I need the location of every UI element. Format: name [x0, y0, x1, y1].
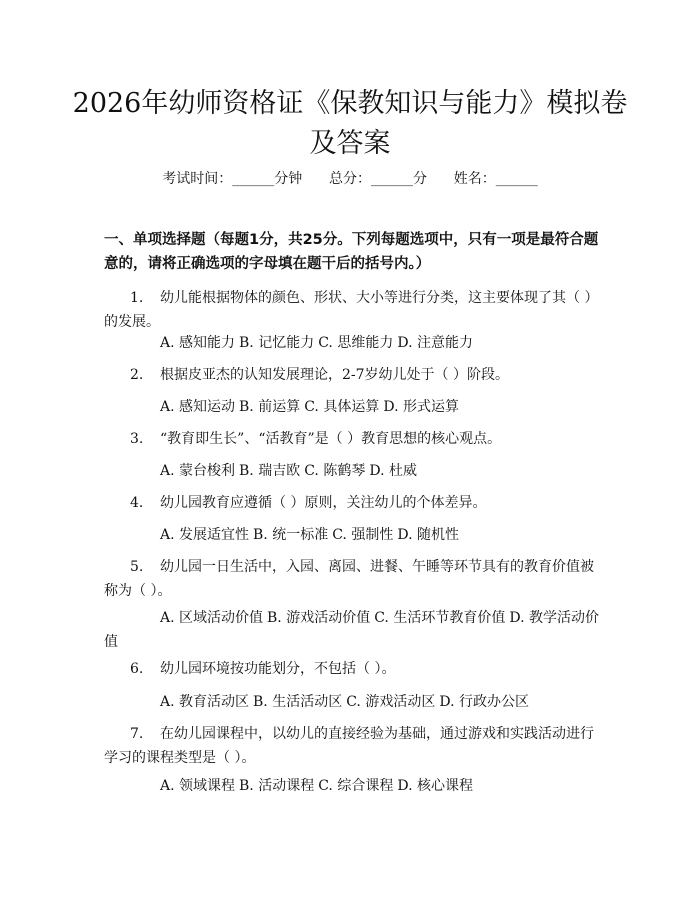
question-3-options — [104, 459, 600, 483]
exam-meta-line — [0, 169, 700, 189]
question-stem: 根据皮亚杰的认知发展理论，2-7岁幼儿处于（ ）阶段。 — [160, 367, 509, 383]
option-c: C. 思维能力 — [318, 335, 394, 351]
option-b: B. 前运算 — [239, 399, 301, 415]
question-stem: 幼儿园教育应遵循（ ）原则，关注幼儿的个体差异。 — [160, 495, 487, 511]
option-d: D. 随机性 — [397, 527, 459, 543]
question-7-options — [104, 774, 600, 798]
exam-time-label: 考试时间：______分钟 — [162, 171, 303, 187]
option-c: C. 强制性 — [332, 527, 394, 543]
question-number: 7. — [130, 726, 144, 742]
question-3 — [104, 427, 600, 451]
option-a: A. 感知能力 — [160, 335, 236, 351]
option-d: D. 杜威 — [369, 463, 417, 479]
question-4-options — [104, 523, 600, 547]
question-6 — [104, 657, 600, 681]
student-name-label: 姓名：______ — [453, 171, 538, 187]
option-a: A. 领域课程 — [160, 778, 236, 794]
option-d: D. 核心课程 — [397, 778, 473, 794]
question-4 — [104, 491, 600, 515]
question-number: 5. — [130, 559, 144, 575]
question-stem: “教育即生长”、“活教育”是（ ）教育思想的核心观点。 — [160, 431, 502, 447]
option-d: D. 形式运算 — [383, 399, 459, 415]
option-c: C. 游戏活动区 — [346, 694, 436, 710]
section-heading: 一、单项选择题（每题1分，共25分。下列每题选项中，只有一项是最符合题意的，请将正确选项的字母填在题干后的括号内。） — [104, 232, 599, 272]
option-a: A. 蒙台梭利 — [160, 463, 236, 479]
option-a: A. 感知运动 — [160, 399, 236, 415]
option-b: B. 游戏活动价值 — [267, 610, 371, 626]
option-a: A. 区域活动价值 — [160, 610, 264, 626]
option-d: D. 行政办公区 — [439, 694, 529, 710]
question-stem: 幼儿能根据物体的颜色、形状、大小等进行分类，这主要体现了其（ ）的发展。 — [104, 290, 599, 330]
question-2-options — [104, 395, 600, 419]
question-stem: 在幼儿园课程中，以幼儿的直接经验为基础，通过游戏和实践活动进行学习的课程类型是（ ）。 — [104, 726, 594, 766]
question-6-options — [104, 690, 600, 714]
option-c: C. 生活环节教育价值 — [374, 610, 506, 626]
option-b: B. 记忆能力 — [239, 335, 315, 351]
question-number: 3. — [130, 431, 144, 447]
option-b: B. 活动课程 — [239, 778, 315, 794]
question-number: 1. — [130, 290, 144, 306]
question-5-options — [104, 606, 600, 654]
option-c: C. 综合课程 — [318, 778, 394, 794]
option-b: B. 生活活动区 — [253, 694, 343, 710]
total-score-label: 总分：______分 — [329, 171, 427, 187]
option-b: B. 瑞吉欧 — [239, 463, 301, 479]
question-number: 2. — [130, 367, 144, 383]
question-5 — [104, 555, 600, 603]
question-1 — [104, 286, 600, 334]
document-title: 2026年幼师资格证《保教知识与能力》模拟卷及答案 — [72, 88, 628, 159]
question-number: 4. — [130, 495, 144, 511]
option-d: D. 注意能力 — [397, 335, 473, 351]
option-d: D. 教学活动价值 — [104, 610, 599, 650]
option-a: A. 教育活动区 — [160, 694, 250, 710]
option-c: C. 具体运算 — [304, 399, 380, 415]
question-number: 6. — [130, 661, 144, 677]
option-a: A. 发展适宜性 — [160, 527, 250, 543]
question-7 — [104, 722, 600, 770]
question-stem: 幼儿园环境按功能划分，不包括（ ）。 — [160, 661, 396, 677]
question-1-options — [104, 331, 600, 355]
option-c: C. 陈鹤琴 — [304, 463, 366, 479]
question-stem: 幼儿园一日生活中，入园、离园、进餐、午睡等环节具有的教育价值被称为（ ）。 — [104, 559, 594, 599]
question-2 — [104, 363, 600, 387]
option-b: B. 统一标准 — [253, 527, 329, 543]
